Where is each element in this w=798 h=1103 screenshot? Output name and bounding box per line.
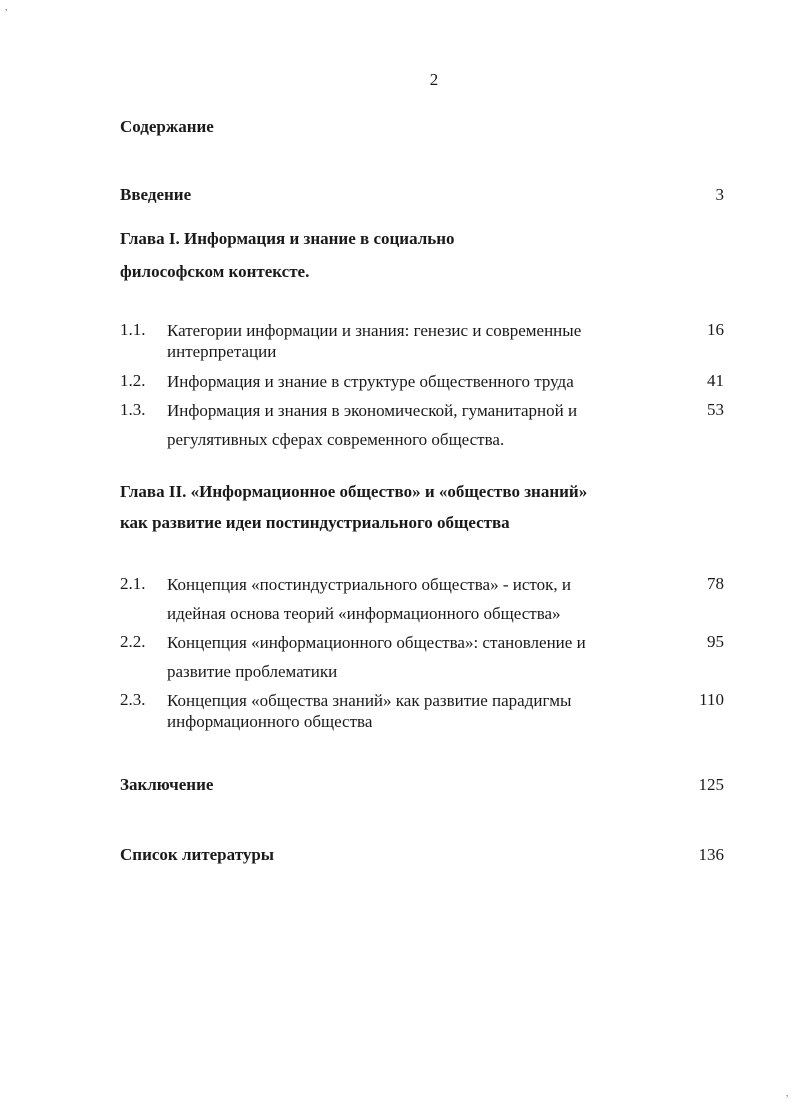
- section-page: 78: [707, 574, 724, 593]
- section-page: 95: [707, 632, 724, 651]
- scan-mark: ,: [5, 2, 8, 12]
- section-title: Информация и знание в структуре общественного труда: [167, 372, 574, 391]
- section-number: 2.1.: [120, 574, 146, 593]
- section-page: 16: [707, 320, 724, 339]
- toc-bibliography-page: 136: [698, 845, 724, 864]
- section-number: 1.3.: [120, 400, 146, 419]
- toc-introduction: Введение: [120, 185, 192, 204]
- section-number: 2.3.: [120, 690, 146, 709]
- section-number: 1.2.: [120, 371, 146, 390]
- section-number: 2.2.: [120, 632, 146, 651]
- scan-mark: ,: [786, 1088, 789, 1098]
- chapter-2-title-line-2: как развитие идеи постиндустриального общества: [120, 513, 510, 532]
- section-page: 110: [699, 690, 724, 709]
- section-title: Концепция «информационного общества»: становление и развитие проблематики: [167, 633, 586, 681]
- section-title: Информация и знания в экономической, гуманитарной и регулятивных сферах современного общества.: [167, 401, 578, 449]
- chapter-1-title-line-2: философском контексте.: [120, 262, 310, 281]
- section-title: Концепция «постиндустриального общества» - исток, и идейная основа теорий «информационного общества»: [167, 575, 571, 623]
- section-page: 41: [707, 371, 724, 390]
- toc-conclusion-page: 125: [698, 775, 724, 794]
- section-page: 53: [707, 400, 724, 419]
- chapter-2-title-line-1: Глава II. «Информационное общество» и «общество знаний»: [120, 482, 588, 501]
- toc-conclusion: Заключение: [120, 775, 214, 794]
- chapter-1-title-line-1: Глава I. Информация и знание в социально: [120, 229, 455, 248]
- toc-title: Содержание: [120, 117, 214, 136]
- toc-bibliography: Список литературы: [120, 845, 275, 864]
- toc-introduction-page: 3: [715, 185, 724, 204]
- section-title: Категории информации и знания: генезис и современные интерпретации: [167, 321, 582, 361]
- section-title: Концепция «общества знаний» как развитие парадигмы информационного общества: [167, 691, 572, 731]
- section-number: 1.1.: [120, 320, 146, 339]
- page-number: 2: [429, 70, 439, 89]
